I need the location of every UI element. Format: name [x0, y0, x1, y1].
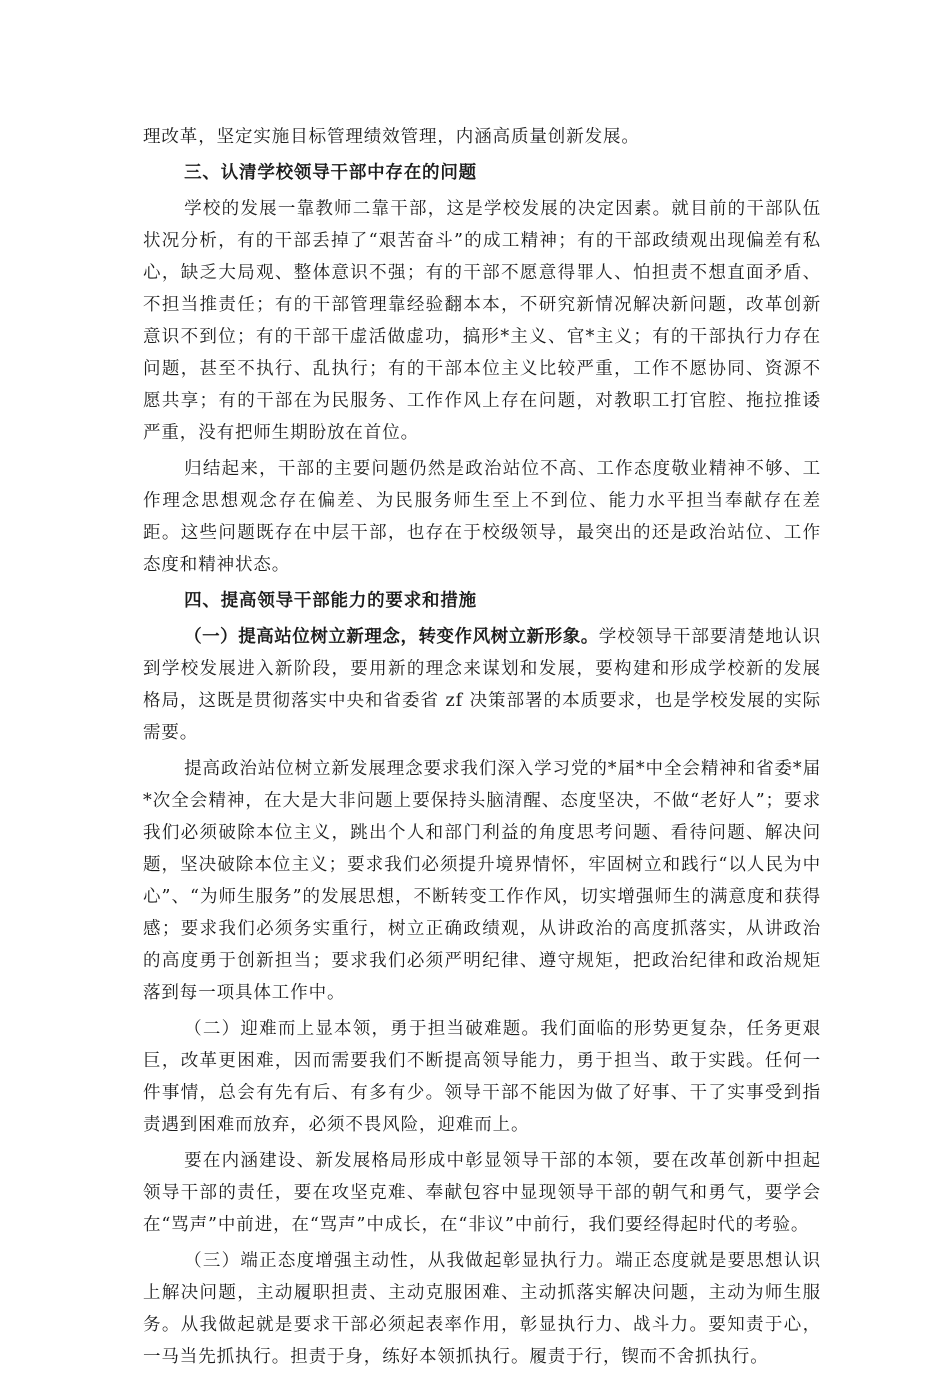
- section-4-paragraph-2: 提高政治站位树立新发展理念要求我们深入学习党的*届*中全会精神和省委*届*次全会精神，在大是大非问题上要保持头脑清醒、态度坚决，不做“老好人”；要求我们必须破除本位主义，跳出个人和部门利益的角度思考问题、看待问题、解决问题，坚决破除本位主义；要求我们必须提升境界情怀，牢固树立和践行“以人民为中心”、“为师生服务”的发展思想，不断转变工作作风，切实增强师生的满意度和获得感；要求我们必须务实重行，树立正确政绩观，从讲政治的高度抓落实，从讲政治的高度勇于创新担当；要求我们必须严明纪律、遵守规矩，把政治纪律和政治规矩落到每一项具体工作中。: [143, 759, 821, 1003]
- document-page: [143, 121, 821, 1377]
- section-4-paragraph-4: 要在内涵建设、新发展格局形成中彰显领导干部的本领，要在改革创新中担起领导干部的责任，要在攻坚克难、奉献包容中显现领导干部的朝气和勇气，要学会在“骂声”中前进，在“骂声”中成长，在“非议”中前行，我们要经得起时代的考验。: [143, 1151, 821, 1235]
- section-3-paragraph-1: 学校的发展一靠教师二靠干部，这是学校发展的决定因素。就目前的干部队伍状况分析，有的干部丢掉了“艰苦奋斗”的成工精神；有的干部政绩观出现偏差有私心，缺乏大局观、整体意识不强；有的干部不愿意得罪人、怕担责不想直面矛盾、不担当推责任；有的干部管理靠经验翻本本，不研究新情况解决新问题，改革创新意识不到位；有的干部干虚活做虚功，搞形*主义、官*主义；有的干部执行力存在问题，甚至不执行、乱执行；有的干部本位主义比较严重，工作不愿协同、资源不愿共享；有的干部在为民服务、工作作风上存在问题，对教职工打官腔、拖拉推诿严重，没有把师生期盼放在首位。: [143, 199, 821, 443]
- section-3-heading: 三、认清学校领导干部中存在的问题: [184, 163, 477, 183]
- section-3-paragraph-2: 归结起来，干部的主要问题仍然是政治站位不高、工作态度敬业精神不够、工作理念思想观念存在偏差、为民服务师生至上不到位、能力水平担当奉献存在差距。这些问题既存在中层干部，也存在于校级领导，最突出的还是政治站位、工作态度和精神状态。: [143, 459, 821, 575]
- section-4-paragraph-1: [143, 621, 821, 749]
- section-4-heading: 四、提高领导干部能力的要求和措施: [184, 591, 477, 611]
- section-4-paragraph-5: （三）端正态度增强主动性，从我做起彰显执行力。端正态度就是要思想认识上解决问题，主动履职担责、主动克服困难、主动抓落实解决问题，主动为师生服务。从我做起就是要求干部必须起表率作用，彰显执行力、战斗力。要知责于心，一马当先抓执行。担责于身，练好本领抓执行。履责于行，锲而不舍抓执行。: [143, 1251, 821, 1367]
- continuation-paragraph: 理改革，坚定实施目标管理绩效管理，内涵高质量创新发展。: [143, 127, 640, 147]
- section-4-paragraph-3: （二）迎难而上显本领，勇于担当破难题。我们面临的形势更复杂，任务更艰巨，改革更困难，因而需要我们不断提高领导能力，勇于担当、敢于实践。任何一件事情，总会有先有后、有多有少。领导干部不能因为做了好事、干了实事受到指责遇到困难而放弃，必须不畏风险，迎难而上。: [143, 1019, 821, 1135]
- section-4-subheading-1: （一）提高站位树立新理念，转变作风树立新形象。: [184, 627, 599, 647]
- section-4-paragraph-1-body: 学校领导干部要清楚地认识到学校发展进入新阶段，要用新的理念来谋划和发展，要构建和形成学校新的发展格局，这既是贯彻落实中央和省委省 zf 决策部署的本质要求，也是学校发展的实际需要。: [143, 627, 821, 743]
